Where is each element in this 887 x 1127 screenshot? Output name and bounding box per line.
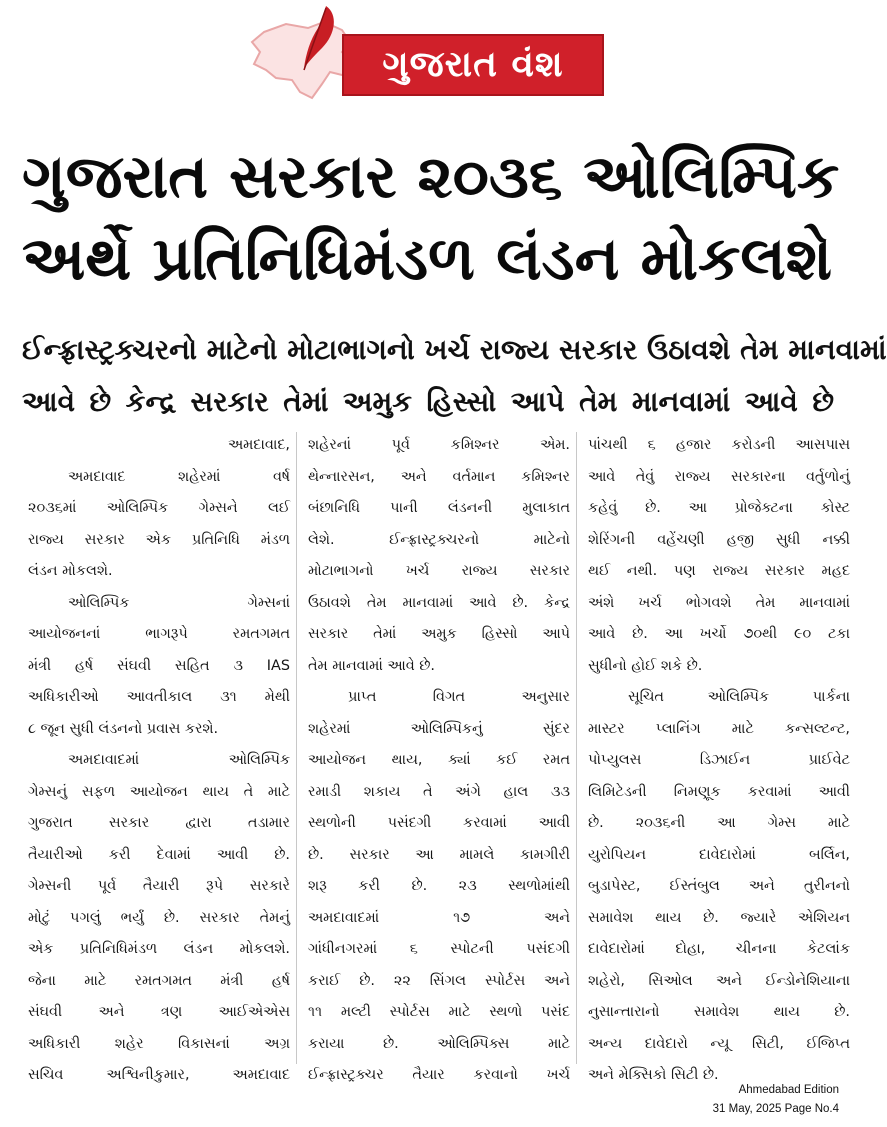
- headline-line-1: ગુજરાત સરકાર ૨૦૩૬ ઓલિમ્પિક: [22, 142, 840, 212]
- article-line: શહેરનાં પૂર્વ કમિશ્નર એમ.: [308, 437, 570, 453]
- article-line: રાજ્ય સરકાર એક પ્રતિનિધિ મંડળ: [28, 531, 290, 548]
- column-divider: [296, 432, 297, 1064]
- quill-feather-icon: [296, 4, 340, 74]
- article-line: યુરોપિયન દાવેદારોમાં બર્લિન,: [588, 846, 850, 863]
- article-line: તૈયારીઓ કરી દેવામાં આવી છે.: [28, 846, 290, 863]
- article-line: કહેવું છે. આ પ્રોજેક્ટના કોસ્ટ: [588, 500, 850, 516]
- article-line: આવે તેવું રાજ્ય સરકારના વર્તુળોનું: [588, 468, 850, 485]
- article-line: સ્થળોની પસંદગી કરવામાં આવી: [308, 815, 570, 831]
- article-line: એક પ્રતિનિધિમંડળ લંડન મોકલશે.: [28, 941, 290, 957]
- article-line: ગુજરાત સરકાર દ્વારા તડામાર: [28, 815, 290, 831]
- article-line: મોટું પગલું ભર્યું છે. સરકાર તેમનું: [28, 909, 290, 926]
- article-line: લિમિટેડની નિમણૂક કરવામાં આવી: [588, 783, 850, 800]
- article-line: પોપ્યુલસ ડિઝાઈન પ્રાઈવેટ: [588, 752, 850, 768]
- article-line: શેરિંગની વહેંચણી હજી સુધી નક્કી: [588, 531, 850, 548]
- article-line: લંડન મોકલશે.: [28, 563, 113, 579]
- article-line: દાવેદારોમાં દોહા, ચીનના કેટલાંક: [588, 941, 850, 957]
- article-line: આયોજન થાય, ક્યાં કઈ રમત: [308, 752, 570, 768]
- article-line: સચિવ અશ્વિનીકુમાર, અમદાવાદ: [28, 1067, 290, 1083]
- article-line: અન્ય દાવેદારો ન્યૂ સિટી, ઈજિપ્ત: [588, 1035, 850, 1052]
- article-line: છે. ૨૦૩૬ની આ ગેમ્સ માટે: [588, 815, 850, 831]
- article-line: અમદાવાદમાં ઓલિમ્પિક: [68, 752, 290, 768]
- article-line: કરાયા છે. ઓલિમ્પિક્સ માટે: [308, 1035, 570, 1052]
- article-line: બંછાનિધિ પાની લંડનની મુલાકાત: [308, 500, 570, 516]
- article-line: સુધીનો હોઈ શકે છે.: [588, 657, 703, 674]
- article-line: અધિકારીઓ આવતીકાલ ૩૧ મેથી: [28, 689, 290, 705]
- article-line: સરકાર તેમાં અમુક હિસ્સો આપે: [308, 626, 570, 642]
- article-line: ૨૦૩૬માં ઓલિમ્પિક ગેમ્સને લઈ: [28, 500, 290, 516]
- article-column-2: [308, 430, 570, 1083]
- article-line: ગેમ્સની પૂર્વ તૈયારી રૂપે સરકારે: [28, 878, 290, 894]
- article-line: ગાંધીનગરમાં ૬ સ્પોટની પસંદગી: [308, 941, 570, 957]
- article-line: ૧૧ મલ્ટી સ્પોર્ટસ માટે સ્થળો પસંદ: [308, 1004, 570, 1020]
- article-line: અમદાવાદ,: [227, 437, 290, 453]
- brand-logo[interactable]: [342, 34, 604, 96]
- article-line: ઉઠાવશે તેમ માનવામાં આવે છે. કેન્દ્ર: [308, 594, 570, 611]
- article-line: સૂચિત ઓલિમ્પિક પાર્કના: [628, 689, 850, 705]
- article-line: જેના માટે રમતગમત મંત્રી હર્ષ: [28, 972, 290, 989]
- article-line: શહેરો, સિઓલ અને ઈન્ડોનેશિયાના: [588, 972, 850, 989]
- article-line: અને મેક્સિકો સિટી છે.: [588, 1067, 719, 1083]
- article-line: આયોજનનાં ભાગરૂપે રમતગમત: [28, 626, 290, 642]
- subheadline-line-1: ઈન્ફ્રાસ્ટ્રક્ચરનો માટેનો મોટાભાગનો ખર્ચ રાજ્ય સરકાર ઉઠાવશે તેમ માનવામાં: [22, 333, 887, 366]
- brand-name: ગુજરાત વંશ: [382, 44, 564, 85]
- article-line: બુડાપેસ્ટ, ઈસ્તંબુલ અને તુરીનનો: [588, 878, 850, 894]
- article-line: સંઘવી અને ત્રણ આઈએએસ: [28, 1004, 290, 1020]
- article-line: પાંચથી ૬ હજાર કરોડની આસપાસ: [588, 437, 850, 453]
- article-line: નુસાન્તારાનો સમાવેશ થાય છે.: [588, 1004, 850, 1020]
- article-line: ઓલિમ્પિક ગેમ્સનાં: [68, 594, 290, 611]
- article-line: મોટાભાગનો ખર્ચ રાજ્ય સરકાર: [308, 563, 570, 579]
- article-line: શહેરમાં ઓલિમ્પિકનું સુંદર: [308, 720, 570, 737]
- article-line: થઈ નથી. પણ રાજ્ય સરકાર મહદ: [588, 563, 850, 579]
- article-column-1: [28, 430, 290, 1083]
- edition-label: Ahmedabad Edition: [738, 1084, 839, 1096]
- masthead: [246, 4, 604, 104]
- article-column-3: [588, 430, 850, 1083]
- article-line: થેન્નારસન, અને વર્તમાન કમિશ્નર: [308, 468, 570, 485]
- headline-line-2: અર્થે પ્રતિનિધિમંડળ લંડન મોકલશે: [22, 224, 832, 294]
- article-line: કરાઈ છે. ૨૨ સિંગલ સ્પોર્ટસ અને: [308, 972, 570, 989]
- article-line: અંશે ખર્ચ ભોગવશે તેમ માનવામાં: [588, 594, 850, 611]
- column-divider: [576, 432, 577, 1064]
- article-line: લેશે. ઈન્ફ્રાસ્ટ્રક્ચરનો માટેનો: [308, 531, 570, 548]
- article-line: અમદાવાદમાં ૧૭ અને: [308, 909, 570, 926]
- article-line: માસ્ટર પ્લાનિંગ માટે કન્સલ્ટન્ટ,: [588, 720, 850, 737]
- article-line: આવે છે. આ ખર્ચો ૭૦થી ૯૦ ટકા: [588, 626, 850, 642]
- article-line: રમાડી શકાય તે અંગે હાલ ૩૩: [308, 783, 570, 800]
- article-line: અમદાવાદ શહેરમાં વર્ષ: [68, 468, 290, 485]
- subheadline-line-2: આવે છે કેન્દ્ર સરકાર તેમાં અમુક હિસ્સો આપે તેમ માનવામાં આવે છે: [22, 385, 834, 418]
- article-line: પ્રાપ્ત વિગત અનુસાર: [348, 689, 570, 705]
- article-line: ગેમ્સનું સફળ આયોજન થાય તે માટે: [28, 783, 290, 800]
- article-line: સમાવેશ થાય છે. જ્યારે એશિયન: [588, 909, 850, 926]
- article-line: ઈન્ફ્રાસ્ટ્રક્ચર તૈયાર કરવાનો ખર્ચ: [308, 1067, 570, 1083]
- article-line: મંત્રી હર્ષ સંઘવી સહિત ૩ IAS: [28, 657, 290, 674]
- article-line: ૮ જૂન સુધી લંડનનો પ્રવાસ કરશે.: [28, 720, 219, 737]
- date-page-label: 31 May, 2025 Page No.4: [712, 1103, 839, 1115]
- article-line: તેમ માનવામાં આવે છે.: [308, 657, 435, 674]
- article-line: અધિકારી શહેર વિકાસનાં અગ્ર: [28, 1035, 290, 1052]
- article-line: શરૂ કરી છે. ૨૩ સ્થળોમાંથી: [308, 878, 570, 894]
- article-line: છે. સરકાર આ મામલે કામગીરી: [308, 846, 570, 863]
